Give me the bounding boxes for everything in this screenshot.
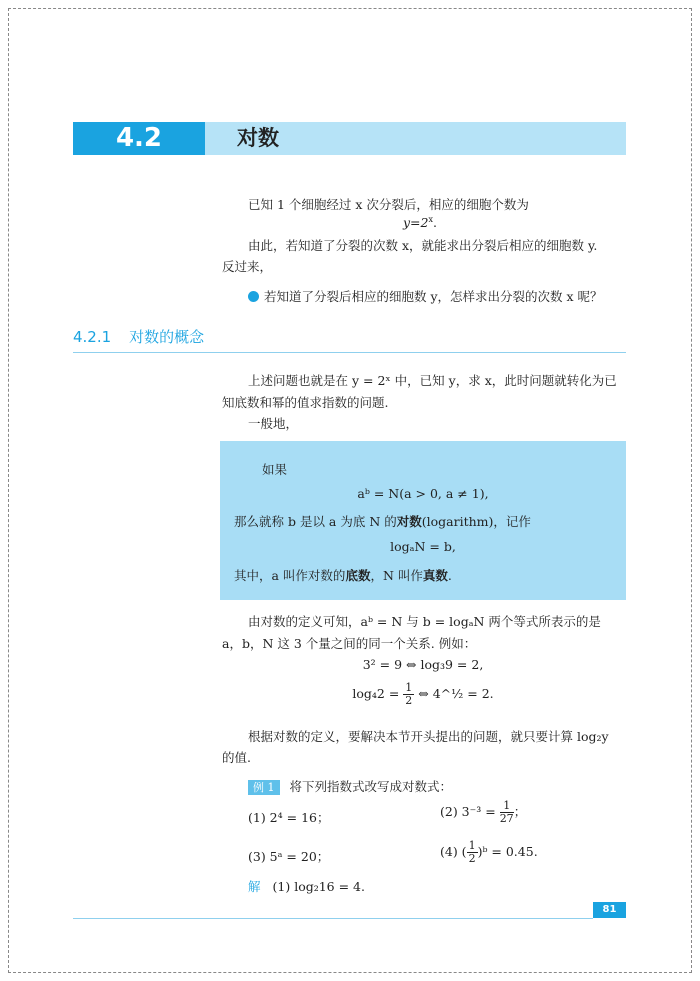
fraction bbox=[403, 682, 414, 707]
example-item-3: (3) 5ᵃ = 20； bbox=[248, 849, 330, 864]
bullet-icon bbox=[248, 291, 259, 302]
solution bbox=[248, 877, 365, 895]
item-text: (4) ( bbox=[440, 844, 467, 859]
intro-question bbox=[248, 287, 603, 305]
def-text: 其中，a 叫作对数的 bbox=[234, 568, 346, 583]
def-term-logarithm: 对数 bbox=[396, 514, 422, 529]
subsection-number: 4.2.1 bbox=[73, 328, 112, 346]
def-line3 bbox=[234, 566, 452, 584]
def-term-antilog: 真数 bbox=[422, 568, 448, 583]
fraction bbox=[500, 800, 514, 825]
item-text: (2) 3⁻³ = bbox=[440, 804, 496, 819]
subsection-heading bbox=[73, 326, 222, 347]
footer-rule bbox=[73, 918, 593, 919]
para2-line1: 由对数的定义可知，aᵇ = N 与 b = logₐN 两个等式所表示的是 bbox=[248, 614, 601, 629]
intro-formula bbox=[403, 215, 437, 230]
denominator: 2 bbox=[405, 694, 413, 707]
para1-line3: 一般地， bbox=[248, 416, 299, 431]
def-text: (logarithm)，记作 bbox=[421, 514, 531, 529]
page-number: 81 bbox=[593, 902, 626, 918]
numerator: 1 bbox=[500, 800, 514, 813]
example-heading bbox=[248, 777, 452, 795]
denominator: 27 bbox=[499, 812, 514, 825]
solution-text: (1) log₂16 = 4. bbox=[272, 879, 365, 894]
definition-box bbox=[220, 441, 626, 600]
numerator: 1 bbox=[468, 839, 476, 852]
subsection-title: 对数的概念 bbox=[129, 328, 205, 346]
para1-line1: 上述问题也就是在 y = 2ˣ 中，已知 y，求 x，此时问题就转化为已 bbox=[248, 373, 617, 388]
example-prompt: 将下列指数式改写成对数式： bbox=[289, 779, 453, 794]
section-title: 对数 bbox=[237, 126, 279, 150]
section-title-bar bbox=[205, 122, 626, 155]
def-eq1: aᵇ = N(a > 0, a ≠ 1), bbox=[357, 486, 489, 501]
formula-exp: x bbox=[428, 215, 434, 224]
numerator: 1 bbox=[405, 681, 413, 694]
section-number: 4.2 bbox=[73, 122, 205, 155]
eq-part: ⇔ 4^½ = 2. bbox=[418, 686, 494, 701]
item-end: )ᵇ = 0.45. bbox=[477, 844, 538, 859]
def-line2 bbox=[234, 512, 531, 530]
para1-line2: 知底数和幂的值求指数的问题. bbox=[222, 395, 389, 410]
def-term-base: 底数 bbox=[345, 568, 371, 583]
intro-line2: 由此，若知道了分裂的次数 x，就能求出分裂后相应的细胞数 y. bbox=[248, 238, 598, 253]
def-text: 那么就称 b 是以 a 为底 N 的 bbox=[234, 514, 397, 529]
para3-line2: 的值. bbox=[222, 750, 251, 765]
para3-line1: 根据对数的定义，要解决本节开头提出的问题，就只要计算 log₂y bbox=[248, 729, 609, 744]
example-item-2 bbox=[440, 800, 526, 825]
example-item-4 bbox=[440, 840, 538, 865]
para2-eq1: 3² = 9 ⇔ log₃9 = 2, bbox=[362, 657, 484, 672]
example-item-1: (1) 2⁴ = 16； bbox=[248, 810, 330, 825]
question-text: 若知道了分裂后相应的细胞数 y，怎样求出分裂的次数 x 呢？ bbox=[264, 289, 603, 304]
item-end: ； bbox=[513, 804, 527, 819]
solution-label: 解 bbox=[248, 879, 261, 894]
def-text: . bbox=[447, 568, 452, 583]
para2-line2: a，b，N 这 3 个量之间的同一个关系. 例如： bbox=[222, 636, 477, 651]
def-line1: 如果 bbox=[262, 462, 288, 477]
para2-eq2 bbox=[220, 682, 626, 707]
formula-base: y=2 bbox=[403, 215, 429, 231]
denominator: 2 bbox=[468, 852, 476, 865]
example-tag: 例 1 bbox=[248, 780, 280, 795]
def-text: ，N 叫作 bbox=[370, 568, 423, 583]
def-eq2: logₐN = b, bbox=[390, 539, 456, 554]
subsection-rule bbox=[73, 352, 626, 353]
intro-line3: 反过来， bbox=[222, 259, 273, 274]
formula-end: . bbox=[433, 215, 437, 231]
intro-line1: 已知 1 个细胞经过 x 次分裂后，相应的细胞个数为 bbox=[248, 197, 529, 212]
eq-part: log₄2 = bbox=[352, 686, 400, 701]
fraction bbox=[467, 840, 478, 865]
